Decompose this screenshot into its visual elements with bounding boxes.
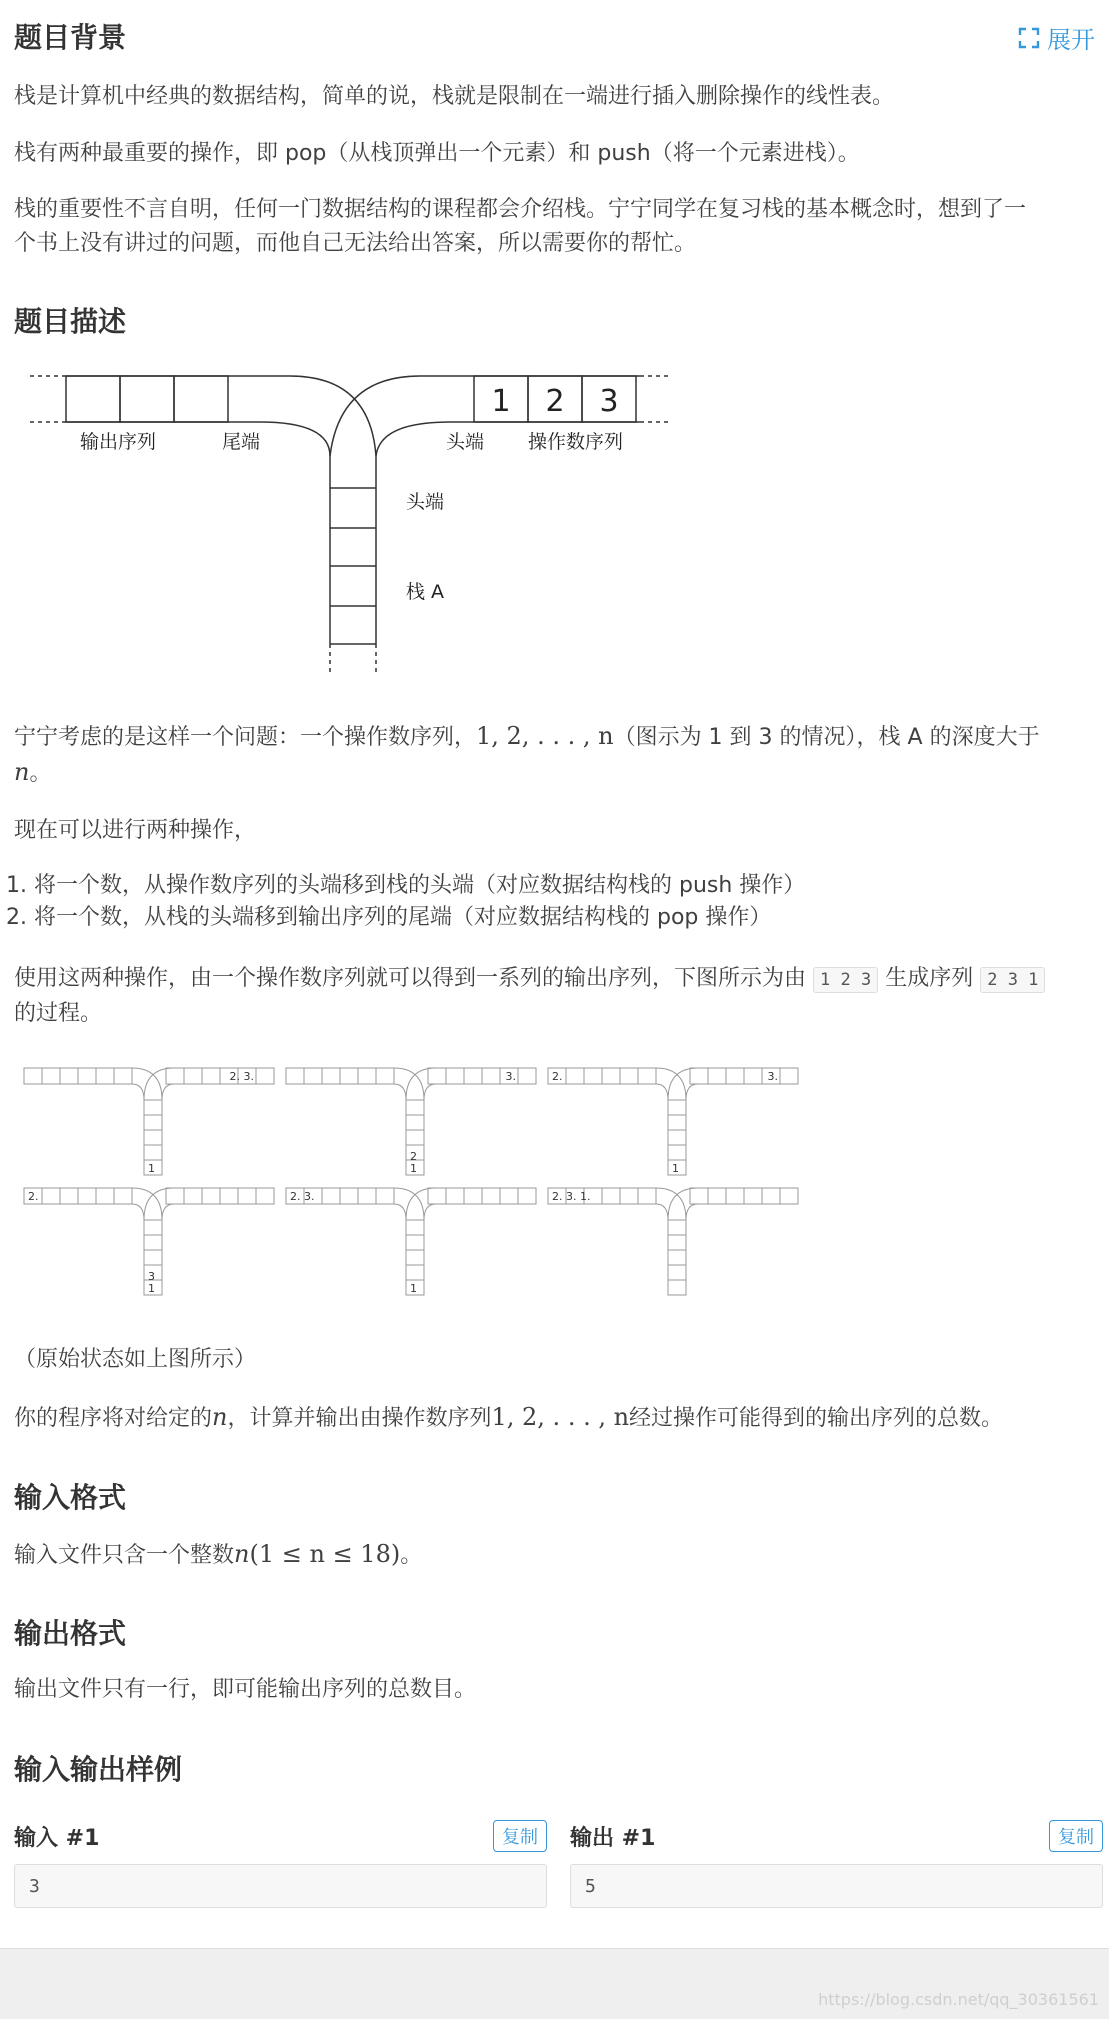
math-sequence: 1, 2, . . . , n (491, 1403, 630, 1431)
description-paragraph-1: 宁宁考虑的是这样一个问题：一个操作数序列，1, 2, . . . , n（图示为 1 到 3 的情况），栈 A 的深度大于 n。 (14, 722, 1040, 786)
frame-ops-label: 3. (767, 1070, 778, 1083)
background-paragraph-1: 栈是计算机中经典的数据结构，简单的说，栈就是限制在一端进行插入删除操作的线性表。 (14, 84, 895, 109)
input-format-paragraph: 输入文件只含一个整数n(1 ≤ n ≤ 18)。 (14, 1540, 423, 1568)
output-format-title: 输出格式 (14, 1617, 127, 1650)
process-frame (548, 1068, 798, 1175)
math-range: (1 ≤ n ≤ 18) (249, 1540, 401, 1568)
sample-input-title: 输入 #1 (14, 1825, 100, 1851)
sample-input-box[interactable]: 3 (14, 1864, 547, 1908)
math-n: n (234, 1540, 250, 1568)
expand-icon (1017, 26, 1041, 50)
frame-output-label: 2. (28, 1190, 39, 1203)
diagram-number-3: 3 (599, 384, 619, 419)
frame-stack-label: 2 (410, 1150, 417, 1163)
math-n: n (14, 758, 30, 786)
background-paragraph-2: 栈有两种最重要的操作，即 pop（从栈顶弹出一个元素）和 push（将一个元素进栈）。 (14, 141, 860, 166)
diagram-number-1: 1 (491, 384, 511, 419)
frame-ops-label: 3. (505, 1070, 516, 1083)
description-paragraph-4: （原始状态如上图所示） (14, 1347, 257, 1372)
samples-title: 输入输出样例 (14, 1753, 183, 1786)
process-frame (24, 1068, 274, 1175)
frame-output-label: 2. (552, 1070, 563, 1083)
frame-stack-label: 1 (672, 1162, 679, 1175)
code-sequence-input: 1 2 3 (813, 967, 878, 993)
list-item: 1. 将一个数，从操作数序列的头端移到栈的头端（对应数据结构栈的 push 操作） (34, 870, 1095, 902)
stack-diagram (30, 366, 680, 681)
sample-output-box[interactable]: 5 (570, 1864, 1103, 1908)
description-paragraph-5: 你的程序将对给定的n，计算并输出由操作数序列1, 2, . . . , n经过操作可能得到的输出序列的总数。 (14, 1403, 1004, 1431)
diagram-label-ops: 操作数序列 (528, 431, 624, 453)
background-paragraph-3: 栈的重要性不言自明，任何一门数据结构的课程都会介绍栈。宁宁同学在复习栈的基本概念时，想到了一 个书上没有讲过的问题，而他自己无法给出答案，所以需要你的帮忙。 (14, 197, 1027, 256)
background-title: 题目背景 (14, 21, 127, 54)
frame-stack-label: 1 (410, 1162, 417, 1175)
copy-input-button[interactable]: 复制 (493, 1820, 547, 1852)
operations-list (0, 870, 1095, 934)
description-paragraph-3: 使用这两种操作，由一个操作数序列就可以得到一系列的输出序列，下图所示为由 1 2 3 生成序列 2 3 1 的过程。 (14, 962, 1095, 1031)
sample-output-title: 输出 #1 (570, 1825, 656, 1851)
description-paragraph-2: 现在可以进行两种操作， (14, 818, 257, 843)
output-format-section (14, 1614, 1095, 1654)
process-diagram (22, 1060, 808, 1306)
sample-input-panel (14, 1818, 547, 1908)
list-item: 2. 将一个数，从栈的头端移到输出序列的尾端（对应数据结构栈的 pop 操作） (34, 902, 1095, 934)
expand-button[interactable] (1017, 20, 1095, 55)
frame-stack-label: 1 (148, 1282, 155, 1295)
expand-label: 展开 (1047, 26, 1095, 54)
background-section (14, 18, 1095, 58)
diagram-label-stack-head: 头端 (406, 491, 445, 513)
copy-output-button[interactable]: 复制 (1049, 1820, 1103, 1852)
process-frame (548, 1188, 798, 1295)
watermark: https://blog.csdn.net/qq_30361561 (818, 1990, 1099, 2009)
footer (0, 1948, 1109, 2019)
math-sequence: 1, 2, . . . , n (476, 722, 614, 750)
frame-stack-label: 1 (410, 1282, 417, 1295)
input-format-section (14, 1478, 1095, 1518)
diagram-label-output: 输出序列 (80, 431, 157, 453)
process-frame (286, 1188, 536, 1295)
description-section (14, 302, 1095, 342)
description-title: 题目描述 (14, 305, 127, 338)
math-n: n (212, 1403, 228, 1431)
code-sequence-output: 2 3 1 (980, 967, 1045, 993)
diagram-label-head: 头端 (446, 431, 485, 453)
input-format-title: 输入格式 (14, 1481, 127, 1514)
frame-stack-label: 3 (148, 1270, 155, 1283)
frame-output-label: 2. 3. 1. (552, 1190, 591, 1203)
samples-section (14, 1750, 1095, 1790)
diagram-number-2: 2 (545, 384, 565, 419)
diagram-label-tail: 尾端 (222, 431, 261, 453)
output-format-paragraph: 输出文件只有一行，即可能输出序列的总数目。 (14, 1677, 477, 1702)
frame-ops-label: 2. 3. (229, 1070, 254, 1083)
frame-output-label: 2. 3. (290, 1190, 315, 1203)
diagram-label-stack: 栈 A (406, 581, 445, 603)
frame-stack-label: 1 (148, 1162, 155, 1175)
sample-output-panel (570, 1818, 1103, 1908)
